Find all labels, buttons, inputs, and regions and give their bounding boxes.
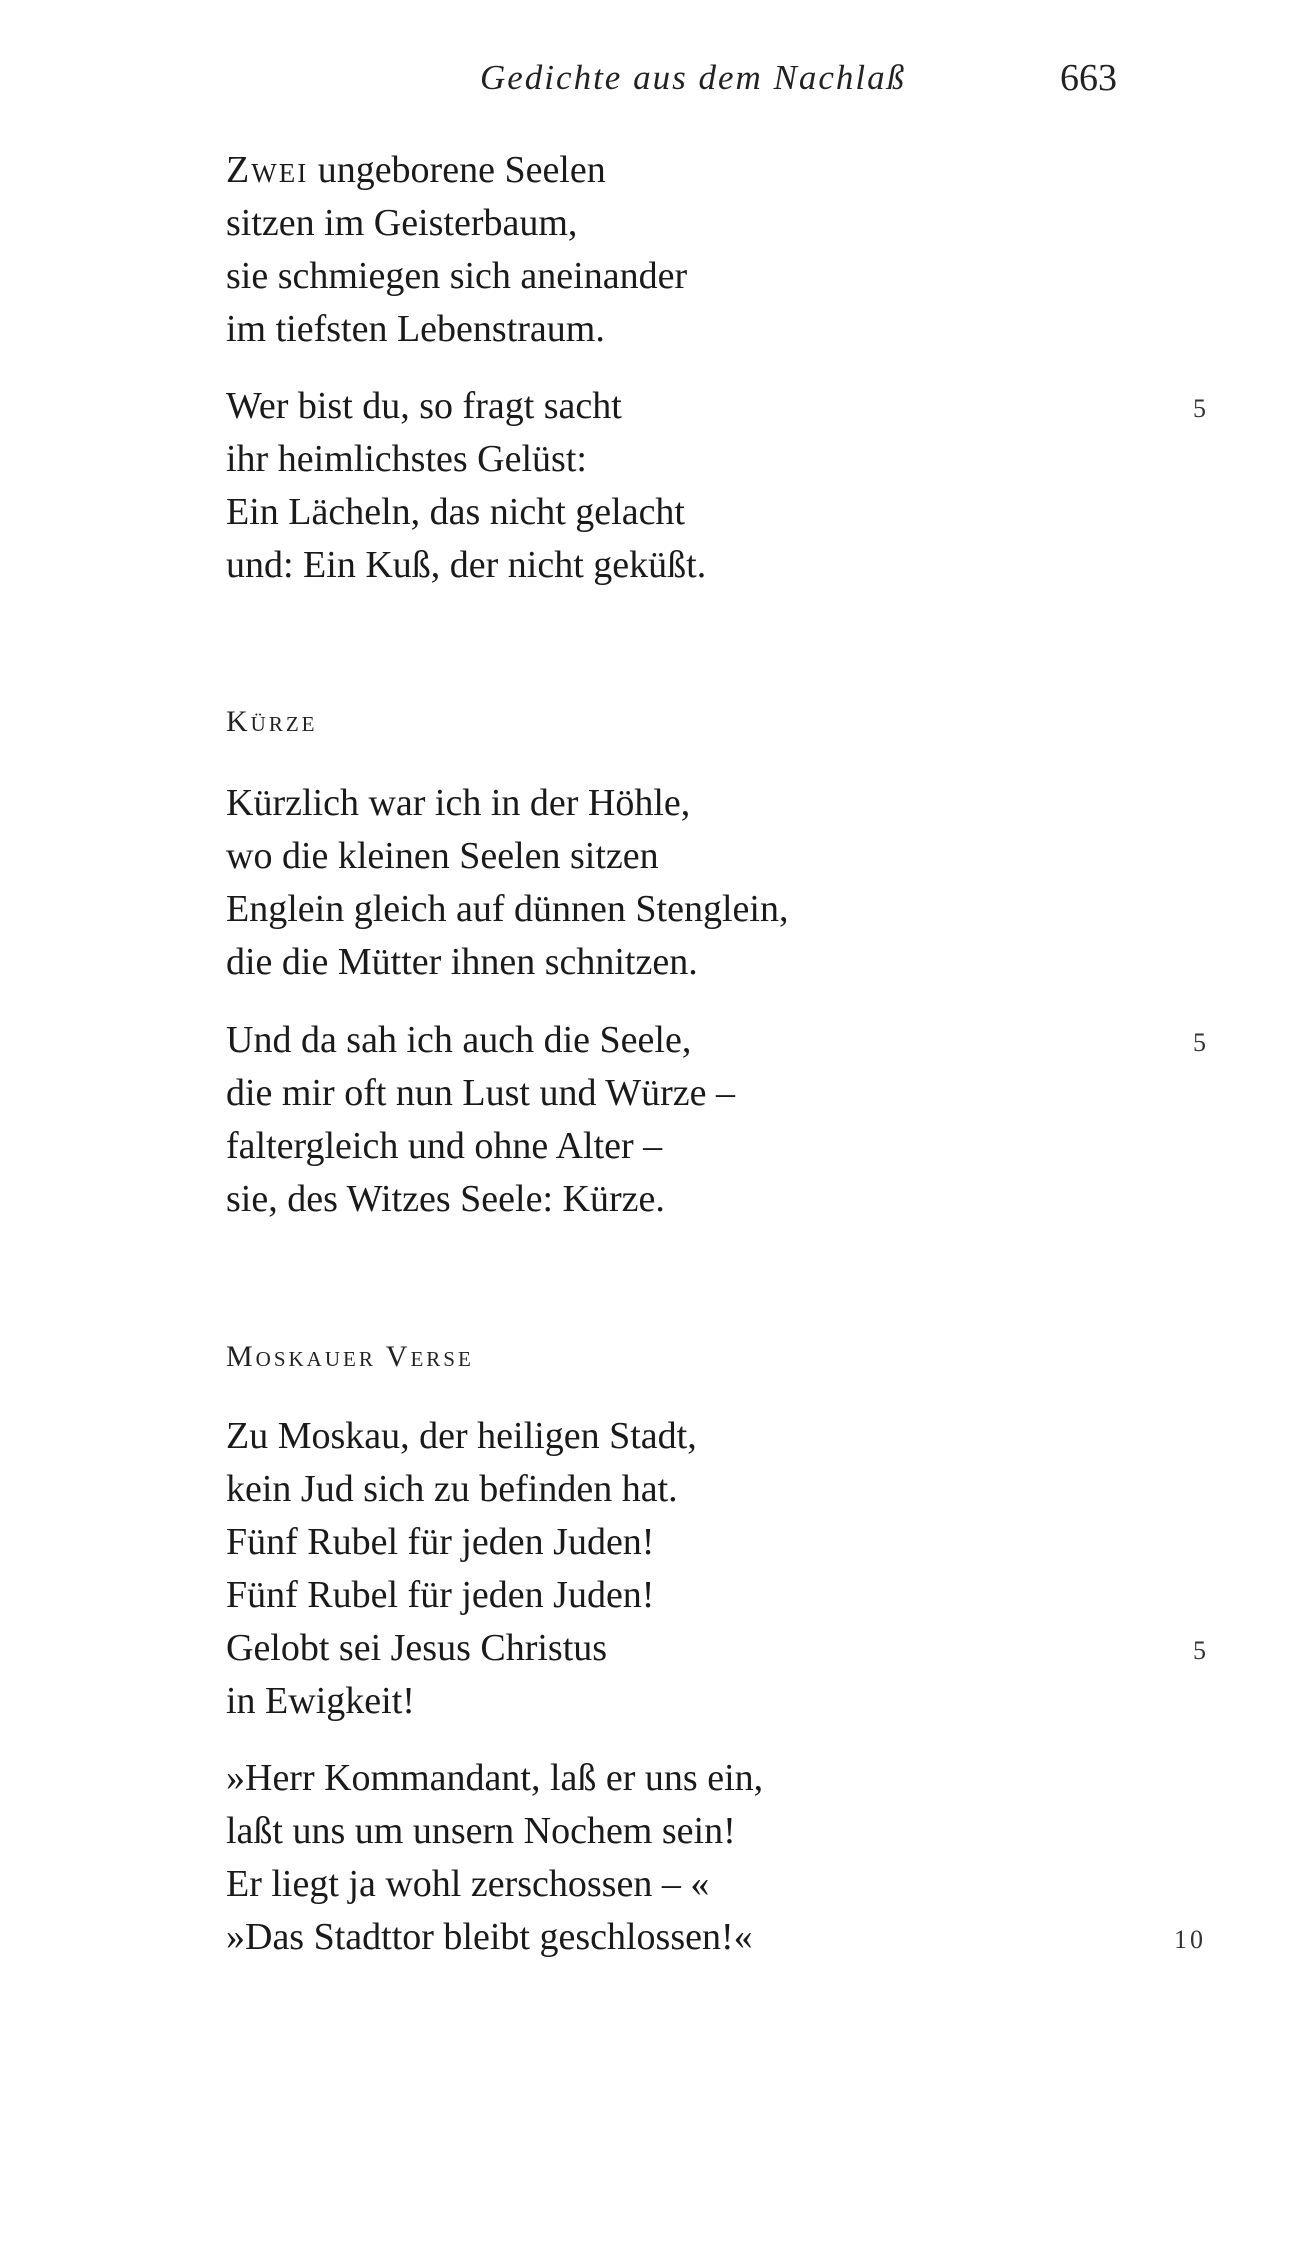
poem-2-stanza-1 <box>226 777 1206 989</box>
verse-line <box>226 144 1206 197</box>
verse-text: »Herr Kommandant, laß er uns ein, <box>226 1757 764 1799</box>
verse-line <box>226 433 1206 486</box>
verse-text: die mir oft nun Lust und Würze – <box>226 1072 736 1114</box>
poem-title: Moskauer Verse <box>226 1340 474 1373</box>
verse-text: faltergleich und ohne Alter – <box>226 1125 663 1167</box>
poem-2-stanza-2 <box>226 1014 1206 1226</box>
verse-text: Gelobt sei Jesus Christus <box>226 1627 608 1669</box>
verse-line <box>226 936 1206 989</box>
verse-text: und: Ein Kuß, der nicht geküßt. <box>226 544 707 586</box>
running-head: Gedichte aus dem Nachlaß <box>480 58 907 97</box>
verse-line <box>226 1569 1206 1622</box>
verse-text: sitzen im Geisterbaum, <box>226 202 578 244</box>
poem-1-stanza-1 <box>226 144 1206 356</box>
line-number: 5 <box>1193 394 1206 423</box>
verse-line <box>226 1463 1206 1516</box>
verse-text: ungeborene Seelen <box>308 149 606 191</box>
verse-line <box>226 1173 1206 1226</box>
verse-line <box>226 1622 1206 1675</box>
verse-line <box>226 1120 1206 1173</box>
page-number: 663 <box>1060 57 1117 99</box>
verse-text: laßt uns um unsern Nochem sein! <box>226 1810 736 1852</box>
line-number: 5 <box>1193 1636 1206 1665</box>
line-number: 10 <box>1174 1925 1206 1954</box>
verse-text: Fünf Rubel für jeden Juden! <box>226 1574 655 1616</box>
verse-text: im tiefsten Lebenstraum. <box>226 308 605 350</box>
poem-1-stanza-2 <box>226 380 1206 592</box>
verse-line <box>226 1067 1206 1120</box>
verse-line <box>226 1911 1206 1964</box>
verse-text: kein Jud sich zu befinden hat. <box>226 1468 678 1510</box>
verse-text: sie, des Witzes Seele: Kürze. <box>226 1178 665 1220</box>
verse-line <box>226 1752 1206 1805</box>
verse-text: die die Mütter ihnen schnitzen. <box>226 941 698 983</box>
verse-text: in Ewigkeit! <box>226 1680 415 1722</box>
verse-line <box>226 883 1206 936</box>
verse-text: Ein Lächeln, das nicht gelacht <box>226 491 685 533</box>
verse-text: Und da sah ich auch die Seele, <box>226 1019 692 1061</box>
verse-line <box>226 486 1206 539</box>
poem-3-stanza-1 <box>226 1410 1206 1728</box>
verse-text: Kürzlich war ich in der Höhle, <box>226 782 691 824</box>
verse-line <box>226 1516 1206 1569</box>
verse-lead: Zwei <box>226 149 309 191</box>
verse-line <box>226 1805 1206 1858</box>
verse-text: Wer bist du, so fragt sacht <box>226 385 622 427</box>
verse-text: sie schmiegen sich aneinander <box>226 255 688 297</box>
poem-3-stanza-2 <box>226 1752 1206 1964</box>
verse-line <box>226 1858 1206 1911</box>
verse-text: ihr heimlichstes Gelüst: <box>226 438 587 480</box>
verse-line <box>226 250 1206 303</box>
line-number: 5 <box>1193 1028 1206 1057</box>
verse-line <box>226 1014 1206 1067</box>
verse-line <box>226 303 1206 356</box>
verse-line <box>226 197 1206 250</box>
verse-text: »Das Stadttor bleibt geschlossen!« <box>226 1916 753 1958</box>
poem-title: Kürze <box>226 705 318 738</box>
verse-line <box>226 1410 1206 1463</box>
verse-text: Er liegt ja wohl zerschossen – « <box>226 1863 710 1905</box>
verse-line <box>226 830 1206 883</box>
verse-line <box>226 777 1206 830</box>
verse-line <box>226 380 1206 433</box>
verse-text: Fünf Rubel für jeden Juden! <box>226 1521 655 1563</box>
verse-line <box>226 1675 1206 1728</box>
verse-text: wo die kleinen Seelen sitzen <box>226 835 659 877</box>
verse-line <box>226 539 1206 592</box>
verse-text: Englein gleich auf dünnen Stenglein, <box>226 888 789 930</box>
verse-text: Zu Moskau, der heiligen Stadt, <box>226 1415 697 1457</box>
